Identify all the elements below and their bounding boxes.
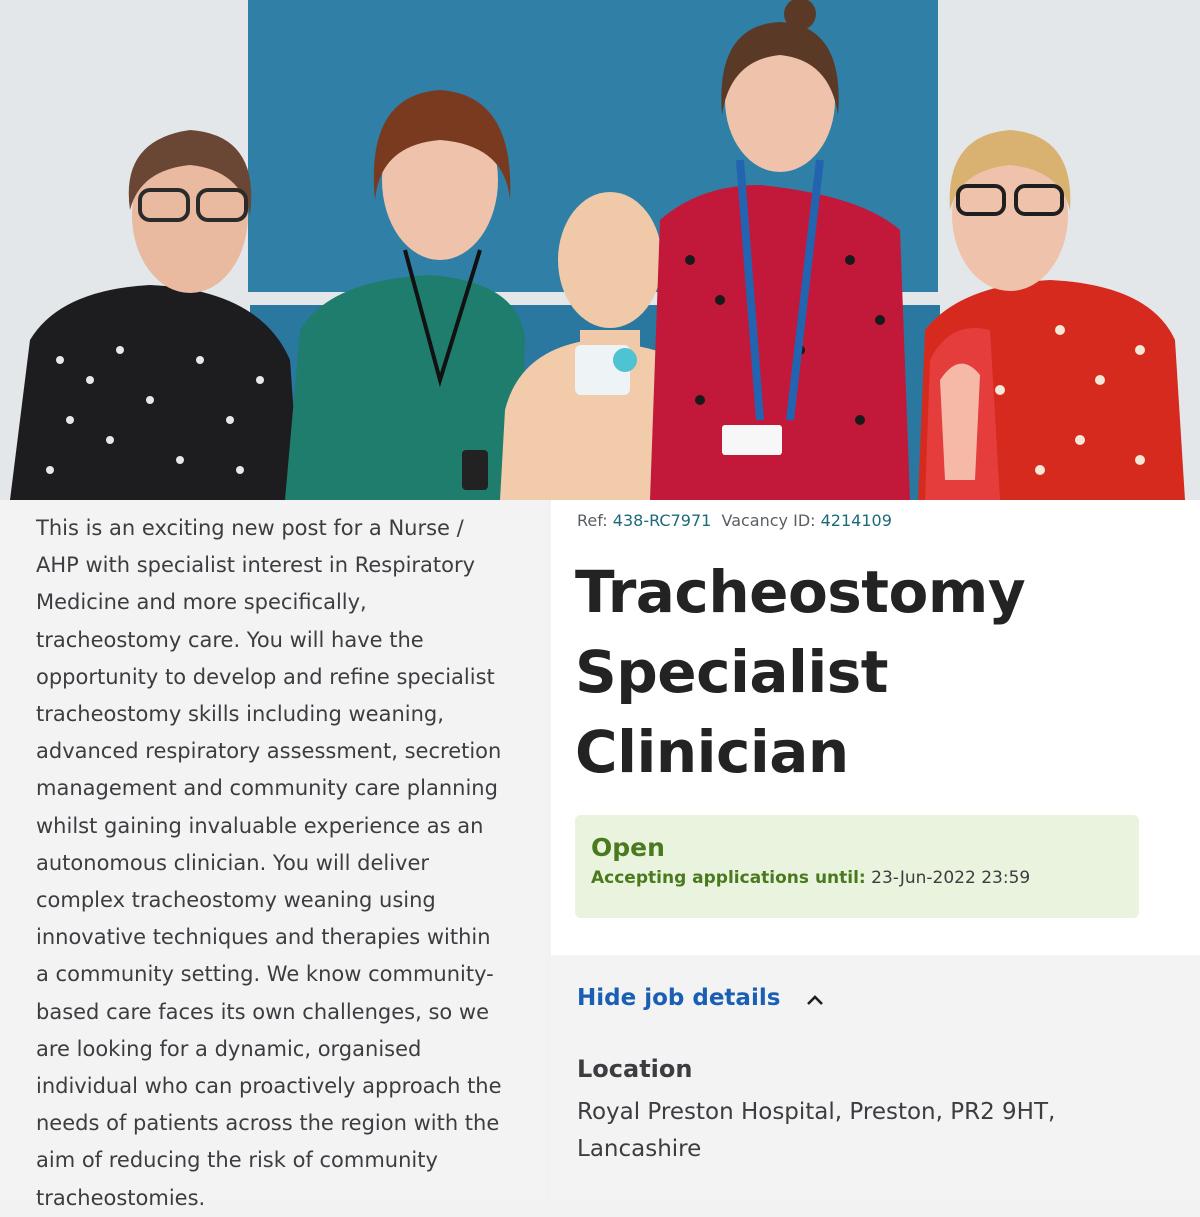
location-value: Royal Preston Hospital, Preston, PR2 9HT, Lancashire <box>577 1099 1056 1162</box>
status-badge <box>575 815 1139 918</box>
accepting-label: Accepting applications until: <box>591 868 866 888</box>
job-title: Tracheostomy Specialist Clinician <box>575 558 1026 786</box>
job-details-section <box>551 955 1200 1200</box>
hide-job-details-toggle[interactable] <box>577 985 824 1012</box>
vacancy-value: 4214109 <box>820 511 892 530</box>
group-photo-illustration <box>0 0 1200 500</box>
job-summary-panel <box>551 500 1200 1200</box>
ref-value: 438-RC7971 <box>612 511 712 530</box>
group-photo <box>0 0 1200 500</box>
status-title: Open <box>591 833 665 862</box>
job-description-panel <box>0 500 545 1210</box>
toggle-label: Hide job details <box>577 985 781 1011</box>
location-label: Location <box>577 1055 693 1083</box>
vacancy-label: Vacancy ID: <box>721 511 816 530</box>
chevron-up-icon <box>806 986 824 1012</box>
closing-date: 23-Jun-2022 23:59 <box>871 868 1031 888</box>
job-description-text: This is an exciting new post for a Nurse / AHP with specialist interest in Respiratory Medicine and more specifically, tracheostomy care. You will have the opportunity to develop and refine specialist tracheostomy skills including weaning, advanced respiratory assessment, secretion management and community care planning whilst gaining invaluable experience as an autonomous clinician. You will deliver complex tracheostomy weaning using innovative techniques and therapies within a community setting. We know community-based care faces its own challenges, so we are looking for a dynamic, organised individual who can proactively approach the needs of patients across the region with the aim of reducing the risk of community tracheostomies. <box>36 516 502 1210</box>
ref-label: Ref: <box>577 511 608 530</box>
reference-line <box>577 511 892 530</box>
closing-date-line <box>591 868 1123 888</box>
